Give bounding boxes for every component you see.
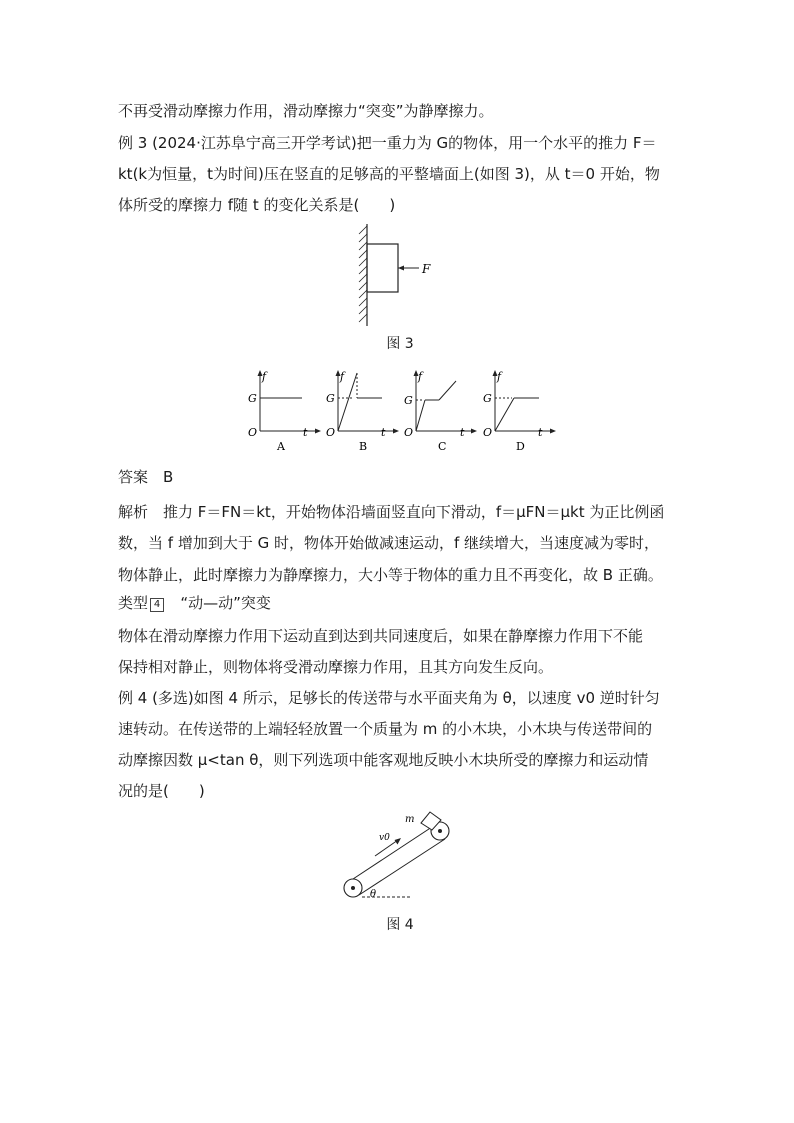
svg-text:f: f	[497, 370, 502, 383]
figure-3-caption: 图 3	[386, 336, 414, 352]
svg-text:O: O	[483, 426, 493, 439]
type-number-badge: 4	[150, 598, 164, 612]
svg-text:G: G	[326, 392, 335, 405]
graph-c	[404, 370, 477, 453]
svg-text:t: t	[460, 426, 465, 439]
svg-text:t: t	[538, 426, 543, 439]
angle-label: θ	[370, 889, 377, 900]
svg-text:f: f	[340, 370, 345, 383]
option-c-label: C	[438, 440, 447, 453]
svg-text:O: O	[326, 426, 336, 439]
example-4-line-3: 动摩擦因数 μ<tan θ，则下列选项中能客观地反映小木块所受的摩擦力和运动情	[118, 751, 649, 769]
svg-text:G: G	[404, 394, 413, 407]
analysis-line-1: 解析 推力 F＝FN＝kt，开始物体沿墙面竖直向下滑动，f＝μFN＝μkt 为正比例函	[118, 503, 665, 521]
example-3-line-2: kt(k为恒量，t为时间)压在竖直的足够高的平整墙面上(如图 3)，从 t＝0 开始，物	[118, 165, 660, 183]
option-d-label: D	[516, 440, 525, 453]
example-4-line-4: 况的是( )	[118, 782, 205, 800]
figure-3-diagram	[355, 222, 445, 328]
example-3-line-1: 例 3 (2024·江苏阜宁高三开学考试)把一重力为 G的物体，用一个水平的推力 F＝	[118, 134, 657, 152]
answer-line: 答案 B	[118, 468, 174, 486]
mass-label: m	[405, 814, 415, 825]
analysis-line-3: 物体静止，此时摩擦力为静摩擦力，大小等于物体的重力且不再变化，故 B 正确。	[118, 566, 663, 584]
svg-text:O: O	[248, 426, 258, 439]
graph-a	[248, 370, 321, 453]
text-line-1: 不再受滑动摩擦力作用，滑动摩擦力“突变”为静摩擦力。	[118, 102, 494, 120]
svg-text:t: t	[303, 426, 308, 439]
type-label: 类型	[118, 594, 149, 612]
graph-d	[483, 370, 556, 453]
type-title: “动—动”突变	[180, 594, 271, 612]
example-4-line-2: 速转动。在传送带的上端轻轻放置一个质量为 m 的小木块，小木块与传送带间的	[118, 720, 653, 738]
graph-b	[326, 370, 399, 453]
svg-text:G: G	[483, 392, 492, 405]
figure-4-caption: 图 4	[386, 917, 414, 933]
option-b-label: B	[359, 440, 368, 453]
analysis-line-2: 数，当 f 增加到大于 G 时，物体开始做减速运动，f 继续增大，当速度减为零时，	[118, 534, 660, 552]
svg-text:f: f	[262, 370, 267, 383]
answer-graphs	[240, 368, 560, 454]
type-heading	[118, 593, 271, 613]
block	[367, 244, 398, 292]
example-3-line-3: 体所受的摩擦力 f随 t 的变化关系是( )	[118, 196, 396, 214]
figure-4-diagram	[335, 806, 465, 908]
svg-text:G: G	[248, 392, 257, 405]
force-label: F	[422, 262, 431, 276]
example-4-line-1: 例 4 (多选)如图 4 所示，足够长的传送带与水平面夹角为 θ，以速度 v0 逆时针匀	[118, 689, 660, 707]
paragraph-line-2: 保持相对静止，则物体将受滑动摩擦力作用，且其方向发生反向。	[118, 658, 554, 676]
velocity-label: v0	[379, 833, 390, 843]
svg-text:f: f	[418, 370, 423, 383]
option-a-label: A	[277, 440, 285, 453]
svg-text:O: O	[404, 426, 414, 439]
paragraph-line-1: 物体在滑动摩擦力作用下运动直到达到共同速度后，如果在静摩擦力作用下不能	[118, 627, 644, 645]
svg-text:t: t	[381, 426, 386, 439]
